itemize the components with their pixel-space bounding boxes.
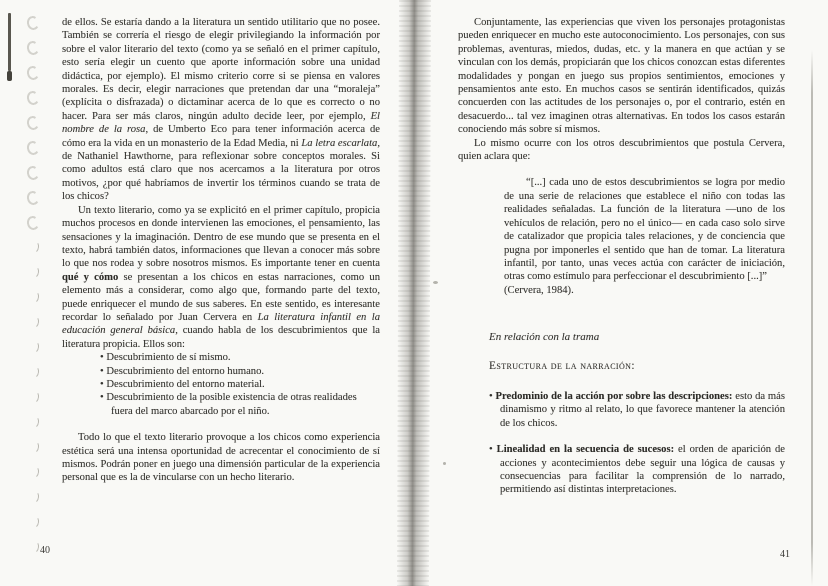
paragraph-conjuntamente: Conjuntamente, las experiencias que viven los personajes protagonistas pueden enriquecer en mucho este autoconocimiento. Los personajes, con sus problemas, aventuras, miedos, dudas, etc. y la manera en que actúan y se vinculan con los demás, propiciarán que los chicos conozcan estas diferentes modalidades y pongan en juego sus propios sentimientos, emociones y pensamientos ante esto. En muchos casos se sentirán identificados, quizás concuerden con las actitudes de los personajes o, por el contrario, estén en desacuerdo... tal vez imaginen otras alternativas. En todos los casos estarán conociendo más sobre sí mismos.	[458, 17, 785, 136]
spiral-binding-marks	[27, 16, 47, 576]
block-quote: “[...] cada uno de estos descubrimientos se logra por medio de una serie de relaciones que establece el niño con todas las realidades señaladas. La función de la literatura —uno de los vehículos de relación, pero no el único— en cada caso solo sirve de catalizador que propicia tales relaciones, y de conciencia que pugna por imponerles el sentido que han de tomar. La literatura infantil, por tanto, unas veces actúa con carácter de iniciación, otras como estímulo para perfeccionar el descubrimiento [...]”	[504, 177, 785, 283]
paragraph-un-texto: Un texto literario, como ya se explicitó en el primer capítulo, propicia muchos procesos en donde intervienen las emociones, el pensamiento, las sensaciones y la imaginación. Dentro de ese mundo que se presenta en el texto, habrá también datos, informaciones que llevan a conocer más sobre lo que nos rodea y sobre nosotros mismos. Es importante tener en cuenta qué y cómo se presentan a los chicos en estas narraciones, como un elemento más a considerar, como algo que, formando parte del texto, puede enriquecer el mundo de sus saberes. En este sentido, es interesante recordar lo señalado por Juan Cervera en La literatura infantil en la educación general básica, cuando habla de los descubrimientos que la literatura propicia. Ellos son:	[62, 204, 380, 350]
page-left	[62, 16, 380, 485]
page-right	[458, 16, 785, 497]
narration-structure-list	[489, 390, 785, 497]
quote-citation: (Cervera, 1984).	[504, 284, 574, 296]
section-heading-trama: En relación con la trama	[489, 331, 600, 344]
scan-speck	[443, 462, 446, 465]
list-item: • Descubrimiento de sí mismo.	[100, 351, 380, 364]
paragraph-todo-lo-que: Todo lo que el texto literario provoque a los chicos como experiencia estética será una intensa oportunidad de acrecentar el conocimiento de sí mismos. Podrán poner en juego una dimensión particular de la experiencia personal que es la de vincularse con un hecho literario.	[62, 432, 380, 484]
paragraph-lo-mismo: Lo mismo ocurre con los otros descubrimientos que postula Cervera, quien aclara que:	[458, 137, 785, 163]
list-item: • Descubrimiento de la posible existencia de otras realidades fuera del marco abarcado por el niño.	[100, 391, 380, 418]
page-number-right: 41	[780, 549, 790, 560]
page-edge-line	[811, 50, 813, 586]
list-item: • Descubrimiento del entorno humano.	[100, 365, 380, 378]
discoveries-list	[100, 351, 380, 418]
gutter-shadow	[397, 0, 431, 586]
list-item: • Predominio de la acción por sobre las descripciones: esto da más dinamismo y ritmo al relato, lo que favorece mantener la atención de los chicos.	[489, 390, 785, 430]
page-number-left: 40	[40, 545, 50, 556]
list-item: • Linealidad en la secuencia de sucesos: el orden de aparición de acciones y acontecimientos debe seguir una lógica de causas y consecuencias para facilitar la comprensión de lo narrado, permitiendo así distintas interpretaciones.	[489, 443, 785, 497]
scan-speck	[433, 281, 438, 284]
subsection-heading-estructura: Estructura de la narración:	[489, 359, 635, 372]
list-item: • Descubrimiento del entorno material.	[100, 378, 380, 391]
paragraph-continuation: de ellos. Se estaría dando a la literatura un sentido utilitario que no posee. También se correría el riesgo de elegir privilegiando la información por sobre el valor literario del texto (como ya se señaló en el primer capítulo, esto sería elegir un cuento que aporte información sobre una unidad didáctica, por ejemplo). El mismo criterio corre si se piensa en valores morales. Es decir, elegir narraciones que pretendan dar una “moraleja” (explícita o disfrazada) o dictaminar acerca de lo que es correcto o no hacer. Para ser más claros, ningún adulto decide leer, por ejemplo, El nombre de la rosa, de Umberto Eco para tener información acerca de cómo era la vida en un monasterio de la Edad Media, ni La letra escarlata, de Nathaniel Hawthorne, para reflexionar sobre conceptos morales. Si como adultos está claro que nos acercamos a la literatura por otros motivos, ¿por qué habríamos de invertir los términos cuando se trata de los chicos?	[62, 17, 381, 203]
binding-stitch-mark	[8, 13, 11, 71]
